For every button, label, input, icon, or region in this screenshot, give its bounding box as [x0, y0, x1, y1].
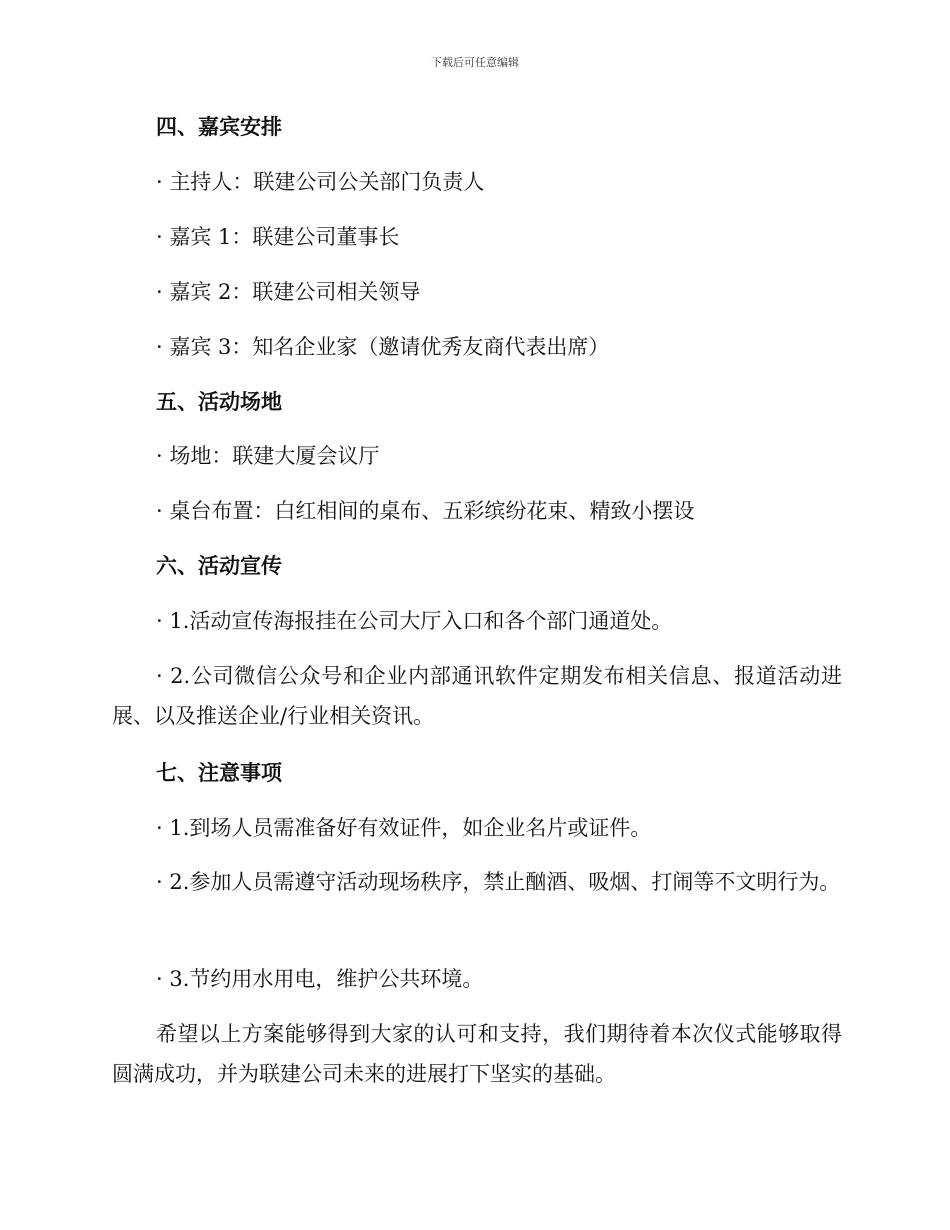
page-header: 下载后可任意编辑	[431, 56, 519, 69]
guest-item-3: · 嘉宾 3：知名企业家（邀请优秀友商代表出席）	[156, 335, 610, 359]
notes-item-2: · 2.参加人员需遵守活动现场秩序，禁止酗酒、吸烟、打闹等不文明行为。	[156, 870, 841, 894]
guest-item-2: · 嘉宾 2：联建公司相关领导	[156, 280, 421, 304]
venue-item-location: · 场地：联建大厦会议厅	[156, 444, 380, 468]
section-heading-promotion: 六、活动宣传	[156, 554, 282, 578]
section-heading-guests: 四、嘉宾安排	[156, 115, 282, 139]
section-heading-venue: 五、活动场地	[156, 390, 282, 414]
closing-paragraph: 希望以上方案能够得到大家的认可和支持，我们期待着本次仪式能够取得圆满成功，并为联建公司未来的进展打下坚实的基础。	[112, 1022, 842, 1086]
section-heading-notes: 七、注意事项	[156, 761, 282, 785]
guest-item-host: · 主持人：联建公司公关部门负责人	[156, 170, 485, 194]
promotion-item-2: · 2.公司微信公众号和企业内部通讯软件定期发布相关信息、报道活动进展、以及推送企业/行业相关资讯。	[112, 664, 842, 728]
venue-item-table-setup: · 桌台布置：白红相间的桌布、五彩缤纷花束、精致小摆设	[156, 499, 695, 523]
notes-item-3: · 3.节约用水用电，维护公共环境。	[156, 967, 484, 991]
notes-item-1: · 1.到场人员需准备好有效证件，如企业名片或证件。	[156, 816, 652, 840]
promotion-item-1: · 1.活动宣传海报挂在公司大厅入口和各个部门通道处。	[156, 609, 673, 633]
guest-item-1: · 嘉宾 1：联建公司董事长	[156, 225, 400, 249]
